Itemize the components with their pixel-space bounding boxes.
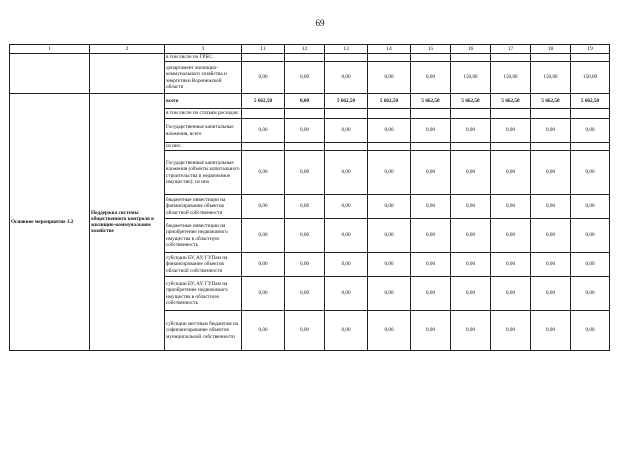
value-cell: 0,00 [368, 62, 411, 94]
value-cell: 0,00 [451, 311, 491, 351]
value-cell: 0,00 [491, 277, 531, 311]
value-cell: 0,00 [571, 311, 610, 351]
value-cell [285, 109, 325, 119]
value-cell: 0,00 [411, 62, 451, 94]
value-cell: 0,00 [491, 195, 531, 219]
value-cell [242, 54, 285, 62]
value-cell [368, 54, 411, 62]
event-name: Поддержка системы общественного контроля в жилищно-коммунальном хозяйстве [90, 94, 165, 351]
row-label: из них: [165, 143, 242, 151]
value-cell: 0,00 [531, 151, 571, 195]
value-cell: 0,00 [451, 219, 491, 253]
value-cell [531, 143, 571, 151]
value-cell: 0,00 [531, 253, 571, 277]
value-cell: 0,00 [242, 311, 285, 351]
row-label: бюджетные инвестиции на финансирование объектов областной собственности [165, 195, 242, 219]
header-cell: 16 [451, 45, 491, 54]
value-cell: 0,00 [285, 253, 325, 277]
value-cell: 0,00 [368, 277, 411, 311]
row-label: Государственные капитальные вложения (объекты капитального строительства и недвижимое имущество); из них [165, 151, 242, 195]
value-cell [491, 54, 531, 62]
header-cell: 19 [571, 45, 610, 54]
row-label: субсидии БУ, АУ, ГУПам на финансирование объектов областной собственности [165, 253, 242, 277]
value-cell: 0,00 [571, 119, 610, 143]
value-cell: 0,00 [451, 151, 491, 195]
continuation-name-cell [90, 54, 165, 94]
value-cell: 0,00 [325, 151, 368, 195]
value-cell: 0,00 [242, 195, 285, 219]
value-cell [451, 143, 491, 151]
value-cell: 5 662,50 [451, 94, 491, 109]
value-cell: 5 662,50 [325, 94, 368, 109]
value-cell: 150,00 [451, 62, 491, 94]
value-cell [491, 109, 531, 119]
value-cell: 5 662,50 [242, 94, 285, 109]
value-cell [531, 54, 571, 62]
value-cell [451, 109, 491, 119]
value-cell [411, 143, 451, 151]
value-cell: 0,00 [325, 62, 368, 94]
value-cell: 0,00 [285, 94, 325, 109]
budget-table [9, 44, 610, 351]
value-cell: 5 662,50 [491, 94, 531, 109]
value-cell [368, 109, 411, 119]
value-cell: 0,00 [451, 119, 491, 143]
value-cell [571, 143, 610, 151]
value-cell: 0,00 [451, 277, 491, 311]
value-cell: 0,00 [242, 119, 285, 143]
value-cell: 5 662,50 [411, 94, 451, 109]
header-row [10, 45, 610, 54]
value-cell: 0,00 [411, 119, 451, 143]
value-cell: 0,00 [325, 219, 368, 253]
value-cell: 0,00 [411, 311, 451, 351]
value-cell: 0,00 [571, 277, 610, 311]
value-cell [242, 143, 285, 151]
value-cell [285, 143, 325, 151]
value-cell: 0,00 [571, 253, 610, 277]
event-code: Основное мероприятие 3.2 [10, 94, 90, 351]
header-cell: 13 [325, 45, 368, 54]
value-cell: 150,00 [571, 62, 610, 94]
row-label: Государственные капитальные вложения, всего [165, 119, 242, 143]
value-cell [571, 54, 610, 62]
table-row [10, 94, 610, 109]
value-cell: 0,00 [491, 253, 531, 277]
value-cell [285, 54, 325, 62]
value-cell: 0,00 [451, 253, 491, 277]
value-cell: 0,00 [325, 311, 368, 351]
continuation-code-cell [10, 54, 90, 94]
value-cell: 0,00 [368, 253, 411, 277]
value-cell: 0,00 [368, 119, 411, 143]
table-row [10, 54, 610, 62]
header-cell: 14 [368, 45, 411, 54]
value-cell: 5 662,50 [368, 94, 411, 109]
value-cell: 0,00 [491, 311, 531, 351]
row-label: в том числе по ГРБС: [165, 54, 242, 62]
value-cell [571, 109, 610, 119]
header-cell: 3 [165, 45, 242, 54]
value-cell: 150,00 [531, 62, 571, 94]
header-cell: 15 [411, 45, 451, 54]
row-label: департамент жилищно-коммунального хозяйства и энергетики Воронежской области [165, 62, 242, 94]
value-cell: 0,00 [368, 195, 411, 219]
value-cell: 150,00 [491, 62, 531, 94]
value-cell: 0,00 [285, 277, 325, 311]
value-cell: 5 662,50 [571, 94, 610, 109]
value-cell [242, 109, 285, 119]
value-cell: 0,00 [451, 195, 491, 219]
value-cell [491, 143, 531, 151]
table-body [10, 45, 610, 351]
value-cell: 0,00 [242, 151, 285, 195]
value-cell [325, 54, 368, 62]
value-cell: 0,00 [411, 253, 451, 277]
value-cell [411, 54, 451, 62]
value-cell: 0,00 [411, 151, 451, 195]
value-cell: 0,00 [368, 151, 411, 195]
value-cell: 0,00 [571, 151, 610, 195]
value-cell: 0,00 [285, 311, 325, 351]
value-cell: 0,00 [491, 119, 531, 143]
value-cell [368, 143, 411, 151]
row-label: всего [165, 94, 242, 109]
value-cell: 0,00 [531, 311, 571, 351]
value-cell: 0,00 [531, 277, 571, 311]
value-cell [531, 109, 571, 119]
value-cell: 0,00 [242, 253, 285, 277]
value-cell: 0,00 [325, 277, 368, 311]
value-cell: 0,00 [368, 311, 411, 351]
value-cell [411, 109, 451, 119]
value-cell: 0,00 [325, 195, 368, 219]
row-label: в том числе по статьям расходов: [165, 109, 242, 119]
value-cell: 0,00 [325, 119, 368, 143]
row-label: субсидии местным бюджетам на софинансирование объектов муниципальной собственности [165, 311, 242, 351]
value-cell: 0,00 [491, 219, 531, 253]
value-cell: 0,00 [325, 253, 368, 277]
value-cell [451, 54, 491, 62]
value-cell: 0,00 [411, 219, 451, 253]
value-cell: 0,00 [242, 277, 285, 311]
value-cell: 0,00 [411, 277, 451, 311]
value-cell: 0,00 [242, 219, 285, 253]
value-cell [325, 143, 368, 151]
header-cell: 1 [10, 45, 90, 54]
header-cell: 2 [90, 45, 165, 54]
value-cell: 0,00 [531, 119, 571, 143]
value-cell: 0,00 [285, 219, 325, 253]
value-cell: 0,00 [368, 219, 411, 253]
row-label: субсидии БУ, АУ, ГУПам на приобретение недвижимого имущества в областную собственность [165, 277, 242, 311]
header-cell: 12 [285, 45, 325, 54]
value-cell: 0,00 [411, 195, 451, 219]
row-label: бюджетные инвестиции на приобретение недвижимого имущества в областную собственность [165, 219, 242, 253]
value-cell: 0,00 [285, 195, 325, 219]
value-cell [325, 109, 368, 119]
value-cell: 0,00 [531, 195, 571, 219]
header-cell: 18 [531, 45, 571, 54]
value-cell: 0,00 [242, 62, 285, 94]
value-cell: 0,00 [571, 195, 610, 219]
value-cell: 0,00 [285, 151, 325, 195]
value-cell: 0,00 [285, 119, 325, 143]
header-cell: 11 [242, 45, 285, 54]
header-cell: 17 [491, 45, 531, 54]
value-cell: 0,00 [285, 62, 325, 94]
value-cell: 0,00 [491, 151, 531, 195]
value-cell: 0,00 [571, 219, 610, 253]
page-number: 69 [315, 18, 325, 28]
value-cell: 5 662,50 [531, 94, 571, 109]
value-cell: 0,00 [531, 219, 571, 253]
